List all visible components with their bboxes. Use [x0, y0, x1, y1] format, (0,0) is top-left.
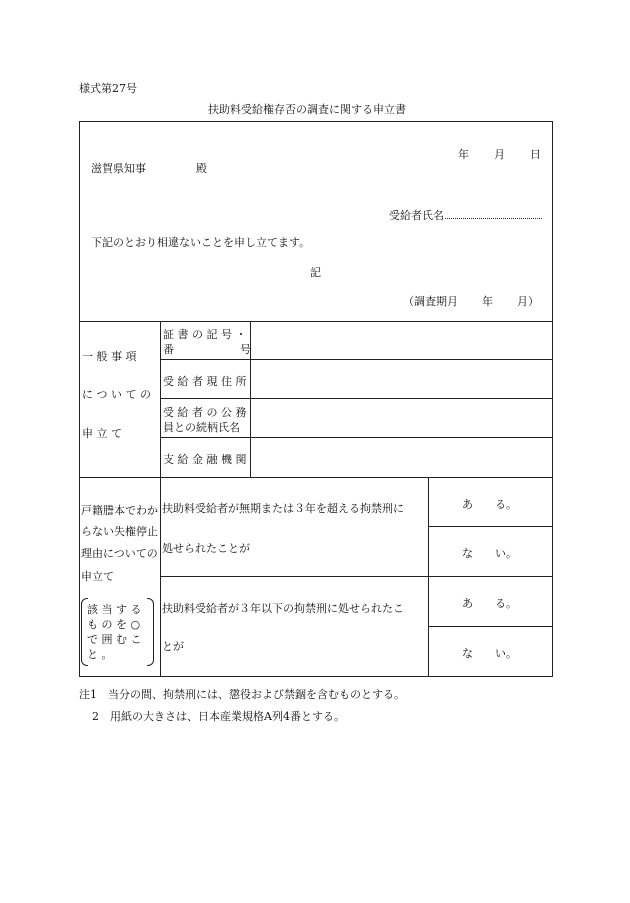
row-relation-label-2: 員との続柄氏名 [163, 421, 240, 434]
recipient-name-field[interactable] [445, 207, 542, 219]
row-cert-label-2: 番 号 [163, 343, 251, 356]
q1-text-2: 処せられたことが [162, 542, 250, 555]
note-line-2: も の を ○ [87, 618, 141, 631]
q2-answer-yes[interactable]: あ る。 [462, 597, 517, 610]
q2-answer-divider [428, 626, 553, 627]
period-label: （調査期月 [403, 295, 458, 308]
frame-bottom [79, 676, 553, 677]
q1-text-1: 扶助料受給者が無期または３年を超える拘禁刑に [162, 502, 404, 515]
addressee: 滋賀県知事 [91, 162, 146, 175]
general-group-label-3: 申 立 て [82, 427, 122, 440]
q1-answer-yes[interactable]: あ る。 [462, 498, 517, 511]
period-year: 年 [482, 295, 493, 308]
form-number: 様式第27号 [79, 82, 137, 95]
q2-text-2: とが [162, 640, 184, 653]
disq-label-3: 理由についての [81, 547, 158, 560]
ki-label: 記 [310, 266, 321, 279]
answer-col-divider [428, 477, 429, 677]
q1-answer-no[interactable]: な い。 [462, 547, 517, 560]
general-group-label-1: 一 般 事 項 [82, 350, 137, 363]
note-bracket-right [147, 598, 154, 666]
frame-left [79, 121, 80, 677]
date-year: 年 [458, 148, 469, 161]
period-month: 月） [517, 295, 539, 308]
general-row-line-1 [160, 359, 553, 360]
frame-right [552, 121, 553, 677]
q1-answer-divider [428, 526, 553, 527]
col-divider-1 [160, 321, 161, 677]
date-day: 日 [530, 148, 541, 161]
date-month: 月 [494, 148, 505, 161]
row-cert-label-1: 証 書 の 記 号 ・ [163, 328, 247, 341]
declaration: 下記のとおり相違ないことを申し立てます。 [91, 236, 311, 249]
frame-top [79, 121, 553, 122]
note-line-1: 該 当 す る [87, 603, 142, 616]
disq-label-2: らない失権停止 [81, 525, 158, 538]
q2-text-1: 扶助料受給者が３年以下の拘禁刑に処せられたこ [162, 602, 404, 615]
note-line-3: で 囲 む こ [87, 633, 142, 646]
honorific: 殿 [196, 162, 207, 175]
general-row-line-3 [160, 437, 553, 438]
footnote-2: 2 用紙の大きさは、日本産業規格A列4番とする。 [92, 710, 345, 723]
recipient-name-label: 受給者氏名 [389, 209, 444, 222]
row-address-label: 受 給 者 現 住 所 [163, 375, 247, 388]
general-bottom-line [79, 477, 553, 478]
note-line-4: と 。 [87, 648, 113, 661]
row-relation-label-1: 受 給 者 の 公 務 [163, 406, 247, 419]
footnote-1: 注1 当分の間、拘禁刑には、懲役および禁錮を含むものとする。 [79, 688, 405, 701]
q-divider [160, 576, 553, 577]
row-bank-label: 支 給 金 融 機 関 [163, 453, 247, 466]
form-title: 扶助料受給権存否の調査に関する申立書 [208, 103, 406, 116]
disq-label-1: 戸籍謄本でわか [81, 504, 158, 517]
general-group-label-2: に つ い て の [82, 388, 151, 401]
general-top-line [79, 321, 553, 322]
q2-answer-no[interactable]: な い。 [462, 647, 517, 660]
general-row-line-2 [160, 398, 553, 399]
disq-label-4: 申立て [81, 570, 114, 583]
